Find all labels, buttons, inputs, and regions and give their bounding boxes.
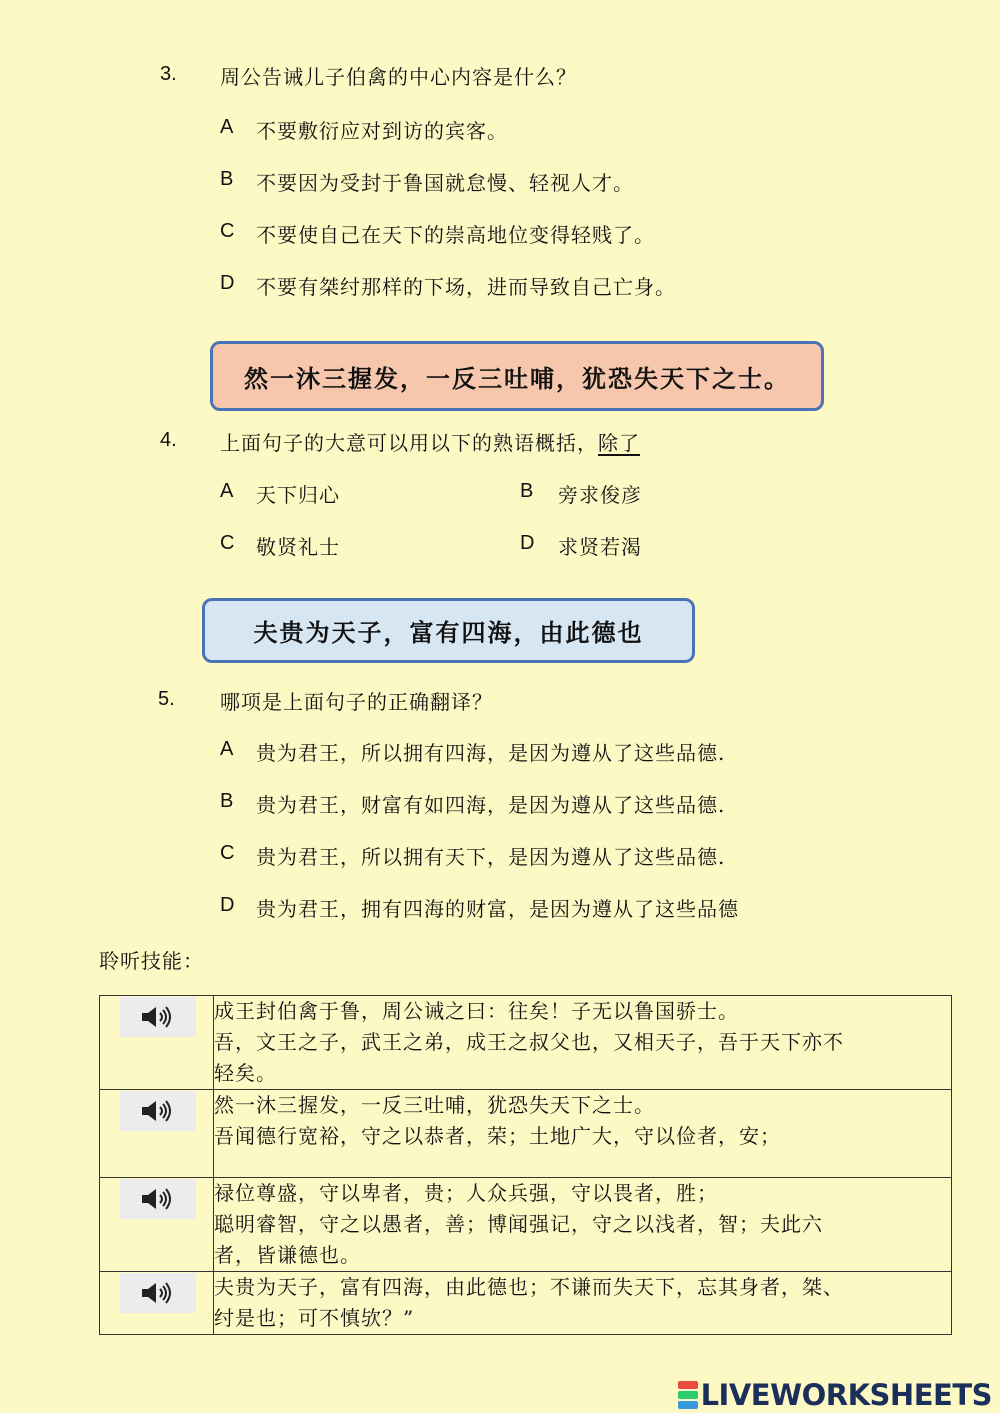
question-4-main: 上面句子的大意可以用以下的熟语概括， (220, 431, 598, 455)
listening-title: 聆听技能： (99, 949, 204, 973)
quote-box-1: 然一沐三握发，一反三吐哺，犹恐失天下之士。 (210, 341, 824, 411)
q5-option-a-text[interactable]: 贵为君王，所以拥有四海，是因为遵从了这些品德. (256, 741, 726, 765)
audio-text-2 (214, 1090, 952, 1178)
play-audio-button-4[interactable] (120, 1273, 196, 1313)
listening-row-2 (100, 1090, 952, 1178)
q3-option-c-text[interactable]: 不要使自己在天下的崇高地位变得轻贱了。 (256, 223, 655, 247)
listening-table (99, 995, 952, 1335)
audio-text-1-line-3: 轻矣。 (214, 1061, 277, 1085)
q4-option-b-letter[interactable]: B (520, 480, 534, 502)
audio-text-1 (214, 996, 952, 1090)
question-4-number: 4. (160, 429, 177, 451)
q3-option-a-text[interactable]: 不要敷衍应对到访的宾客。 (256, 119, 508, 143)
speaker-icon (140, 1187, 176, 1211)
audio-text-3-line-2: 聪明睿智，守之以愚者，善；博闻强记，守之以浅者，智；夫此六 (214, 1212, 823, 1236)
audio-text-2-line-2: 吾闻德行宽裕，守之以恭者，荣；土地广大，守以俭者，安； (214, 1124, 781, 1148)
audio-text-4-line-1: 夫贵为天子，富有四海，由此德也；不谦而失天下，忘其身者，桀、 (214, 1275, 844, 1299)
q3-option-c-letter[interactable]: C (220, 220, 235, 242)
question-4-emphasis: 除了 (598, 431, 640, 455)
play-audio-button-1[interactable] (120, 997, 196, 1037)
q5-option-b-text[interactable]: 贵为君王，财富有如四海，是因为遵从了这些品德. (256, 793, 726, 817)
audio-text-4 (214, 1272, 952, 1335)
q5-option-c-text[interactable]: 贵为君王，所以拥有天下，是因为遵从了这些品德. (256, 845, 726, 869)
question-3-number: 3. (160, 63, 177, 85)
play-audio-button-2[interactable] (120, 1091, 196, 1131)
audio-text-3-line-3: 者，皆谦德也。 (214, 1243, 361, 1267)
question-4-text (220, 427, 640, 456)
q3-option-d-text[interactable]: 不要有桀纣那样的下场，进而导致自己亡身。 (256, 275, 676, 299)
play-audio-button-3[interactable] (120, 1179, 196, 1219)
q3-option-b-letter[interactable]: B (220, 168, 234, 190)
speaker-icon (140, 1005, 176, 1029)
liveworksheets-logo-icon (678, 1381, 698, 1409)
question-3-text: 周公告诫儿子伯禽的中心内容是什么？ (220, 65, 577, 89)
speaker-icon (140, 1281, 176, 1305)
q3-option-b-text[interactable]: 不要因为受封于鲁国就怠慢、轻视人才。 (256, 171, 634, 195)
q5-option-b-letter[interactable]: B (220, 790, 234, 812)
audio-text-1-line-1: 成王封伯禽于鲁，周公诫之曰：往矣！子无以鲁国骄士。 (214, 999, 739, 1023)
q5-option-d-letter[interactable]: D (220, 894, 235, 916)
listening-row-1 (100, 996, 952, 1090)
audio-cell-1 (100, 996, 214, 1090)
audio-cell-3 (100, 1178, 214, 1272)
audio-text-3-line-1: 禄位尊盛，守以卑者，贵；人众兵强，守以畏者，胜； (214, 1181, 718, 1205)
audio-text-3 (214, 1178, 952, 1272)
audio-text-2-line-1: 然一沐三握发，一反三吐哺，犹恐失天下之士。 (214, 1093, 655, 1117)
quote-box-2: 夫贵为天子，富有四海，由此德也 (202, 598, 695, 663)
listening-row-4 (100, 1272, 952, 1335)
audio-cell-4 (100, 1272, 214, 1335)
speaker-icon (140, 1099, 176, 1123)
q4-option-c-text[interactable]: 敬贤礼士 (256, 535, 340, 559)
q5-option-c-letter[interactable]: C (220, 842, 235, 864)
q4-option-d-letter[interactable]: D (520, 532, 535, 554)
listening-row-3 (100, 1178, 952, 1272)
q4-option-d-text[interactable]: 求贤若渴 (558, 535, 642, 559)
liveworksheets-logo (678, 1378, 992, 1412)
q4-option-a-text[interactable]: 天下归心 (256, 483, 340, 507)
question-5-text: 哪项是上面句子的正确翻译？ (220, 690, 493, 714)
q3-option-a-letter[interactable]: A (220, 116, 234, 138)
liveworksheets-logo-text: LIVEWORKSHEETS (700, 1378, 992, 1412)
q4-option-c-letter[interactable]: C (220, 532, 235, 554)
audio-text-4-line-2: 纣是也；可不慎欤？” (214, 1306, 415, 1330)
audio-text-1-line-2: 吾，文王之子，武王之弟，成王之叔父也，又相天子，吾于天下亦不 (214, 1030, 844, 1054)
q3-option-d-letter[interactable]: D (220, 272, 235, 294)
q4-option-b-text[interactable]: 旁求俊彦 (558, 483, 642, 507)
audio-cell-2 (100, 1090, 214, 1178)
question-5-number: 5. (158, 688, 175, 710)
q5-option-d-text[interactable]: 贵为君王，拥有四海的财富，是因为遵从了这些品德 (256, 897, 739, 921)
q5-option-a-letter[interactable]: A (220, 738, 234, 760)
q4-option-a-letter[interactable]: A (220, 480, 234, 502)
